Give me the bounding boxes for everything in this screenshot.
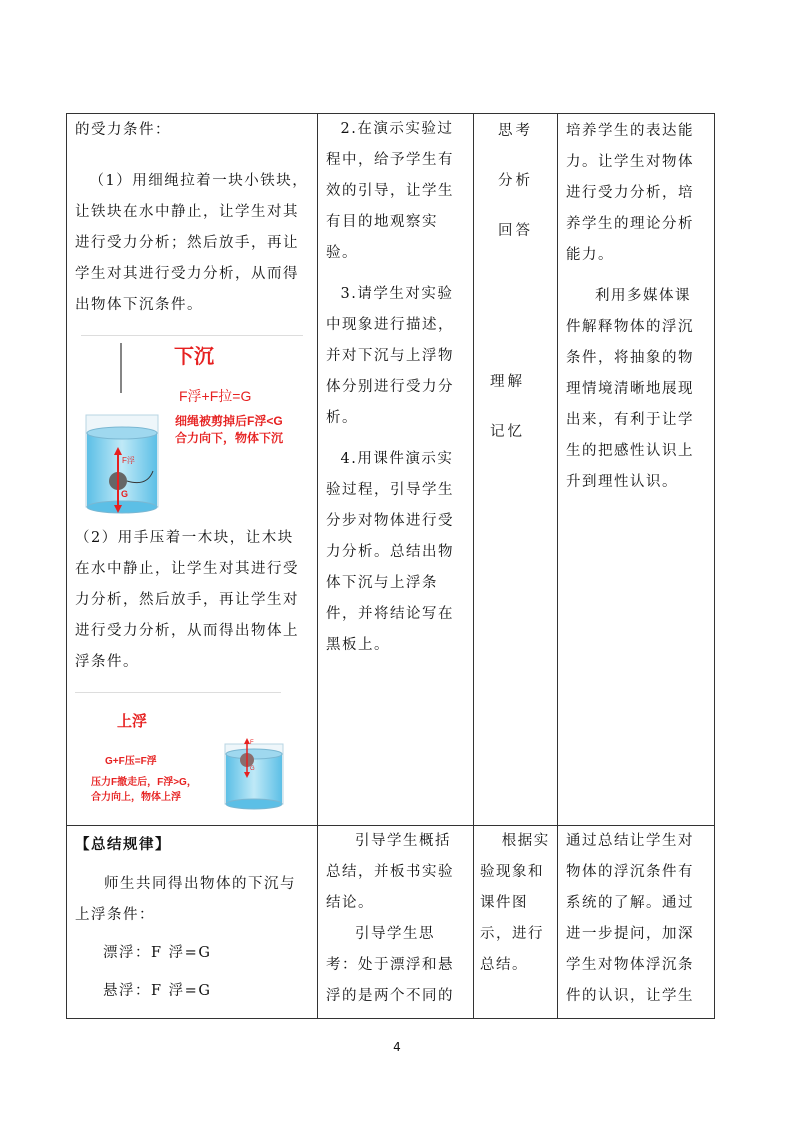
float-caption-1: 压力F撤走后，F浮>G， bbox=[91, 777, 197, 788]
sink-down-label: G bbox=[121, 489, 129, 499]
float-down-label: G bbox=[250, 766, 255, 772]
float-up-label: F bbox=[250, 740, 254, 746]
design-intent-1: 培养学生的表达能力。让学生对物体进行受力分析，培养学生的理论分析能力。 bbox=[566, 123, 694, 263]
table-row bbox=[67, 826, 715, 1019]
student-activity-4: 理解 bbox=[490, 374, 525, 390]
sink-diagram bbox=[81, 335, 311, 515]
teacher-activity-cell bbox=[318, 826, 474, 1019]
experiment-2-text: （2）用手压着一木块，让木块在水中静止，让学生对其进行受力分析，然后放手，再让学生对进行受力分析，从而得出物体上浮条件。 bbox=[75, 530, 299, 670]
figure-divider bbox=[81, 335, 303, 336]
design-intent-summary: 通过总结让学生对物体的浮沉条件有系统的了解。通过进一步提问，加深学生对物体浮沉条件的认识，让学生 bbox=[566, 833, 694, 1004]
student-activity-cell bbox=[474, 114, 558, 826]
float-title: 上浮 bbox=[117, 713, 148, 730]
summary-suspend: 悬浮：F 浮=G bbox=[103, 983, 212, 999]
sink-up-label: F浮 bbox=[122, 456, 135, 465]
student-activity-3: 回答 bbox=[498, 223, 533, 239]
float-figure bbox=[75, 692, 311, 810]
page-number: 4 bbox=[393, 1040, 401, 1054]
student-activity-5: 记忆 bbox=[490, 424, 525, 440]
design-intent-cell bbox=[558, 826, 715, 1019]
summary-text: 师生共同得出物体的下沉与上浮条件： bbox=[75, 876, 296, 923]
teacher-step-3: 3.请学生对实验中现象进行描述，并对下沉与上浮物体分别进行受力分析。 bbox=[326, 286, 454, 426]
sink-caption-2: 合力向下，物体下沉 bbox=[175, 431, 284, 445]
teacher-summary-1: 引导学生概括总结，并板书实验结论。 bbox=[326, 833, 454, 911]
teacher-activity-cell bbox=[318, 114, 474, 826]
intro-text: 的受力条件： bbox=[75, 122, 171, 138]
design-intent-2: 利用多媒体课件解释物体的浮沉条件，将抽象的物理情境清晰地展现出来，有利于让学生的把感性认识上升到理性认识。 bbox=[566, 288, 694, 490]
teacher-step-2: 2.在演示实验过程中，给予学生有效的引导，让学生有目的地观察实验。 bbox=[326, 121, 454, 261]
float-caption-2: 合力向上，物体上浮 bbox=[91, 792, 181, 803]
sink-figure bbox=[81, 335, 311, 515]
student-activity-cell bbox=[474, 826, 558, 1019]
experiment-1-text: （1）用细绳拉着一块小铁块，让铁块在水中静止，让学生对其进行受力分析；然后放手，再让学生对其进行受力分析，从而得出物体下沉条件。 bbox=[75, 173, 309, 313]
student-summary: 根据实验现象和课件图示，进行总结。 bbox=[480, 833, 550, 973]
summary-float: 漂浮：F 浮=G bbox=[103, 945, 212, 961]
student-activity-1: 思考 bbox=[498, 123, 533, 139]
sink-title: 下沉 bbox=[174, 346, 214, 368]
sink-formula: F浮+F拉=G bbox=[179, 388, 252, 404]
table-row bbox=[67, 114, 715, 826]
student-activity-2: 分析 bbox=[498, 173, 533, 189]
figure-divider bbox=[75, 692, 281, 693]
content-cell bbox=[67, 114, 318, 826]
lesson-table bbox=[66, 113, 715, 1019]
summary-heading: 【总结规律】 bbox=[75, 836, 171, 853]
design-intent-cell bbox=[558, 114, 715, 826]
teacher-summary-2: 引导学生思考：处于漂浮和悬浮的是两个不同的 bbox=[326, 926, 454, 1004]
float-formula: G+F压=F浮 bbox=[105, 756, 157, 767]
teacher-step-4: 4.用课件演示实验过程，引导学生分步对物体进行受力分析。总结出物体下沉与上浮条件，并将结论写在黑板上。 bbox=[326, 451, 454, 653]
content-cell bbox=[67, 826, 318, 1019]
float-diagram bbox=[75, 692, 311, 810]
sink-caption-1: 细绳被剪掉后F浮<G bbox=[175, 414, 283, 428]
